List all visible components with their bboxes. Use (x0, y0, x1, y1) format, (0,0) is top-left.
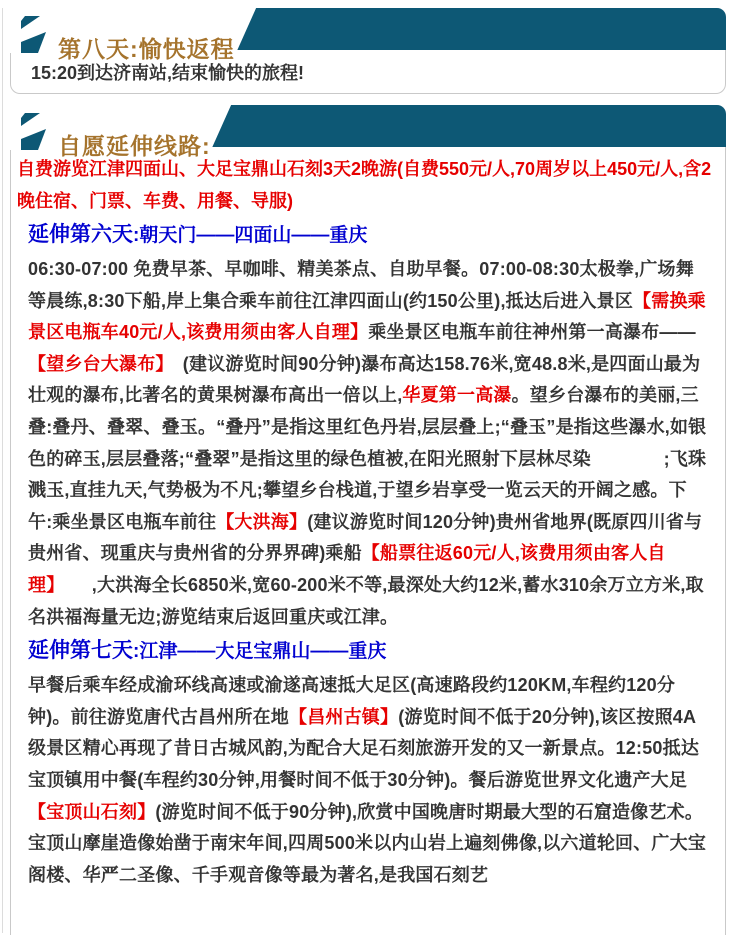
day6-heading-route: :朝天门——四面山——重庆 (133, 225, 368, 246)
day6-heading (28, 222, 725, 249)
extension-title: 自愿延伸线路: (58, 133, 211, 160)
day7-paragraph: 早餐后乘车经成渝环线高速或渝遂高速抵大足区(高速路段约120KM,车程约120分钟)。前往游览唐代古昌州所在地【昌州古镇】(游览时间不低于20分钟),该区按照4A级景区精心再现了昔日古城风韵,为配合大足石刻旅游开发的又一新景点。12:50抵达宝顶镇用中餐(车程约30分钟,用餐时间不低于30分钟)。餐后游览世界文化遗产大足【宝顶山石刻】(游览时间不低于90分钟),欣赏中国晚唐时期最大型的石窟造像艺术。宝顶山摩崖造像始凿于南宋年间,四周500米以内山岩上遍刻佛像,以六道轮回、广大宝阁楼、华严二圣像、千手观音像等最为著名,是我国石刻艺 (28, 675, 707, 885)
day6-heading-label: 延伸第六天 (28, 223, 133, 246)
banner-flag-icon (21, 16, 46, 58)
day8-text: 15:20到达济南站,结束愉快的旅程! (31, 63, 305, 83)
day8-banner (10, 8, 726, 63)
extension-banner (10, 105, 726, 160)
extension-price-note: 自费游览江津四面山、大足宝鼎山石刻3天2晚游(自费550元/人,70周岁以上450元/人,含2晚住宿、门票、车费、用餐、导服) (17, 159, 712, 211)
day7-heading-label: 延伸第七天 (28, 639, 133, 663)
extension-section (10, 105, 726, 935)
day6-paragraph: 06:30-07:00 免费早茶、早咖啡、精美茶点、自助早餐。07:00-08:30太极拳,广场舞等晨练,8:30下船,岸上集合乘车前往江津四面山(约150公里),抵达后进入景区【需换乘景区电瓶车40元/人,该费用须由客人自理】乘坐景区电瓶车前往神州第一高瀑布——【望乡台大瀑布】 (建议游览时间90分钟)瀑布高达158.76米,宽48.8米,是四面山最为壮观的瀑布,比著名的黄果树瀑布高出一倍以上,华夏第一高瀑。望乡台瀑布的美丽,三叠:叠丹、叠翠、叠玉。“叠丹”是指这里红色丹岩,层层叠上;“叠玉”是指这些瀑水,如银色的碎玉,层层叠落;“叠翠”是指这里的绿色植被,在阳光照射下层林尽染 ;飞珠溅玉,直挂九天,气势极为不凡;攀望乡台栈道,于望乡岩享受一览云天的开阔之感。下午:乘坐景区电瓶车前往【大洪海】(建议游览时间120分钟)贵州省地界(既原四川省与贵州省、现重庆与贵州省的分界界碑)乘船【船票往返60元/人,该费用须由客人自理】 ,大洪海全长6850米,宽60-200米不等,最深处大约12米,蓄水310余万立方米,取名洪福海量无边;游览结束后返回重庆或江津。 (28, 259, 707, 627)
page-left-rule (2, 8, 3, 933)
extension-body (10, 147, 726, 935)
day7-heading (28, 638, 725, 665)
day8-title: 第八天:愉快返程 (58, 36, 235, 63)
banner-flag-icon (21, 113, 46, 155)
day8-section (10, 8, 726, 94)
day7-heading-route: :江津——大足宝鼎山——重庆 (133, 641, 387, 663)
